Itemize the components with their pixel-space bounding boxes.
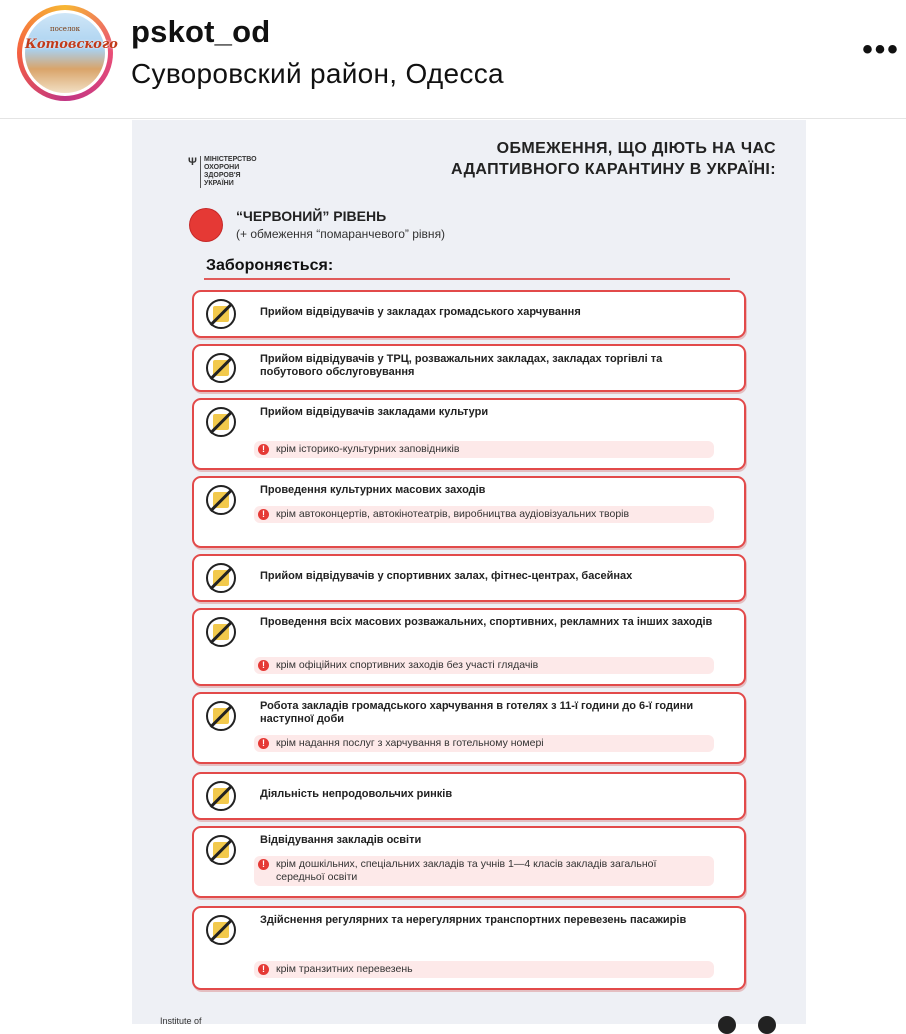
trident-icon: Ψ bbox=[188, 156, 197, 168]
restriction-card bbox=[192, 692, 746, 764]
prohibition-icon bbox=[206, 407, 236, 437]
location-link[interactable]: Суворовский район, Одесса bbox=[131, 58, 504, 89]
restriction-text: Діяльність непродовольчих ринків bbox=[260, 787, 453, 800]
exclamation-icon: ! bbox=[258, 738, 269, 749]
avatar-subtext: поселок bbox=[50, 25, 80, 33]
exclamation-icon: ! bbox=[258, 660, 269, 671]
restriction-text: Здійснення регулярних та нерегулярних транспортних перевезень пасажирів bbox=[260, 914, 687, 926]
restriction-card bbox=[192, 290, 746, 338]
exclamation-icon: ! bbox=[258, 509, 269, 520]
restriction-text: Прийом відвідувачів у закладах громадського харчування bbox=[260, 305, 581, 318]
prohibition-icon bbox=[206, 701, 236, 731]
exclamation-icon: ! bbox=[258, 859, 269, 870]
avatar-image bbox=[25, 13, 118, 93]
red-level-dot-icon bbox=[190, 209, 222, 241]
divider bbox=[204, 278, 730, 280]
prohibition-icon bbox=[206, 617, 236, 647]
prohibition-icon bbox=[206, 781, 236, 811]
restriction-text: Проведення культурних масових заходів bbox=[260, 484, 486, 496]
restriction-text: Прийом відвідувачів у спортивних залах, фітнес-центрах, басейнах bbox=[260, 569, 633, 582]
exception-text: крім автоконцертів, автокінотеатрів, виробництва аудіовізуальних творів bbox=[276, 508, 630, 520]
post-header bbox=[0, 0, 906, 119]
restriction-text: Проведення всіх масових розважальних, спортивних, рекламних та інших заходів bbox=[260, 616, 713, 628]
footer-dot-icon bbox=[758, 1016, 776, 1034]
post-title bbox=[376, 138, 776, 180]
exclamation-icon: ! bbox=[258, 444, 269, 455]
level-subtitle: (+ обмеження “помаранчевого” рівня) bbox=[236, 227, 446, 241]
footer-dot-icon bbox=[718, 1016, 736, 1034]
restriction-card bbox=[192, 344, 746, 392]
exception-note bbox=[254, 856, 714, 886]
exception-note bbox=[254, 506, 714, 523]
exception-note bbox=[254, 657, 714, 674]
restriction-card bbox=[192, 772, 746, 820]
prohibition-icon bbox=[206, 485, 236, 515]
title-line-2: АДАПТИВНОГО КАРАНТИНУ В УКРАЇНІ: bbox=[451, 161, 776, 178]
restriction-text: Прийом відвідувачів закладами культури bbox=[260, 406, 489, 418]
prohibition-icon bbox=[206, 915, 236, 945]
restriction-text: Робота закладів громадського харчування в готелях з 11-ї години до 6-ї години наступної доби bbox=[260, 700, 694, 725]
exception-text: крім дошкільних, спеціальних закладів та учнів 1—4 класів закладів загальної середньої освіти bbox=[276, 858, 657, 883]
restriction-card bbox=[192, 554, 746, 602]
exception-text: крім офіційних спортивних заходів без участі глядачів bbox=[276, 659, 539, 671]
avatar-logo-text: Котовского bbox=[25, 37, 118, 52]
exclamation-icon: ! bbox=[258, 964, 269, 975]
more-options-button[interactable]: ••• bbox=[862, 33, 900, 66]
profile-avatar[interactable] bbox=[17, 5, 118, 101]
exception-note bbox=[254, 441, 714, 458]
restriction-card bbox=[192, 906, 746, 990]
exception-note bbox=[254, 735, 714, 752]
username-link[interactable]: pskot_od bbox=[131, 14, 271, 49]
restriction-text: Прийом відвідувачів у ТРЦ, розважальних закладах, закладах торгівлі та побутового обслуговування bbox=[260, 353, 663, 378]
prohibition-icon bbox=[206, 835, 236, 865]
prohibition-icon bbox=[206, 299, 236, 329]
restriction-card bbox=[192, 398, 746, 470]
title-line-1: ОБМЕЖЕННЯ, ЩО ДІЮТЬ НА ЧАС bbox=[496, 140, 776, 157]
ministry-name: МІНІСТЕРСТВО ОХОРОНИ ЗДОРОВ'Я УКРАЇНИ bbox=[200, 156, 264, 188]
restriction-card bbox=[192, 608, 746, 686]
prohibition-icon bbox=[206, 563, 236, 593]
post-image[interactable] bbox=[132, 120, 806, 1024]
restriction-card bbox=[192, 476, 746, 548]
restriction-text: Відвідування закладів освіти bbox=[260, 834, 422, 846]
level-title: “ЧЕРВОНИЙ” РІВЕНЬ bbox=[236, 208, 387, 224]
exception-text: крім транзитних перевезень bbox=[276, 963, 413, 975]
prohibition-icon bbox=[206, 353, 236, 383]
footer-text: Institute of bbox=[160, 1016, 202, 1026]
forbidden-heading: Забороняється: bbox=[206, 257, 334, 274]
exception-note bbox=[254, 961, 714, 978]
exception-text: крім історико-культурних заповідників bbox=[276, 443, 460, 455]
exception-text: крім надання послуг з харчування в готельному номері bbox=[276, 737, 544, 749]
restriction-card bbox=[192, 826, 746, 898]
